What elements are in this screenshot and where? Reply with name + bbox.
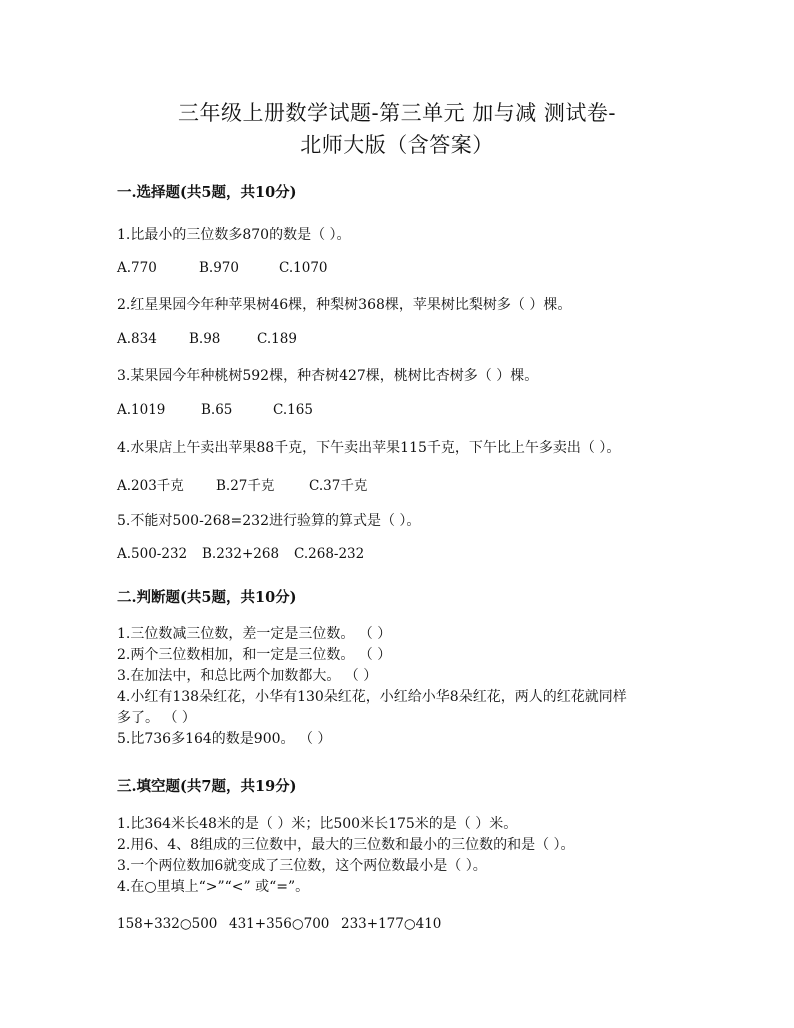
question-3: 3.某果园今年种桃树592棵，种杏树427棵，桃树比杏树多（ ）棵。 [117,368,539,384]
question-5: 5.不能对500-268=232进行验算的算式是（ ）。 [117,513,421,529]
question-1: 1.比最小的三位数多870的数是（ ）。 [117,227,351,243]
option-c: C.165 [273,402,313,418]
options-2 [117,331,297,347]
judgement-item: 4.小红有138朵红花，小华有130朵红花，小红给小华8朵红花，两人的红花就同样 [117,689,627,705]
expression: 158+332○500 [117,916,218,932]
section-heading-judgement: 二.判断题(共5题，共10分) [117,589,297,606]
option-b: B.27千克 [216,478,275,494]
expression: 233+177○410 [341,916,442,932]
option-a: A.834 [117,331,157,347]
fill-blank-item: 4.在○里填上“>”“<” 或“=”。 [117,879,310,895]
option-b: B.98 [189,331,221,347]
options-1 [117,260,328,276]
option-a: A.500-232 [117,546,188,562]
option-b: B.232+268 [202,546,280,562]
option-a: A.1019 [117,402,166,418]
options-4 [117,474,367,494]
section-heading-choice: 一.选择题(共5题，共10分) [117,184,297,201]
question-2: 2.红星果园今年种苹果树46棵，种梨树368棵，苹果树比梨树多（ ）棵。 [117,297,572,313]
expression: 431+356○700 [229,916,330,932]
option-a: A.770 [117,260,157,276]
option-c: C.37千克 [309,478,368,494]
options-5 [117,546,364,562]
fill-blank-list [117,814,575,898]
comparison-expressions [117,916,441,932]
fill-blank-item: 3.一个两位数加6就变成了三位数，这个两位数最小是（ ）。 [117,858,487,874]
option-c: C.268-232 [294,546,365,562]
judgement-list [117,624,627,750]
options-3 [117,402,313,418]
option-a: A.203千克 [117,478,184,494]
option-c: C.189 [257,331,297,347]
section-heading-fill-blank: 三.填空题(共7题，共19分) [117,778,297,795]
fill-blank-item: 2.用6、4、8组成的三位数中，最大的三位数和最小的三位数的和是（ ）。 [117,837,575,853]
judgement-item: 2.两个三位数相加，和一定是三位数。 （ ） [117,647,392,663]
judgement-item: 多了。 （ ） [117,710,196,726]
fill-blank-item: 1.比364米长48米的是（ ）米；比500米长175米的是（ ）米。 [117,816,518,832]
question-4: 4.水果店上午卖出苹果88千克，下午卖出苹果115千克，下午比上午多卖出（ ）。 [117,440,621,456]
judgement-item: 5.比736多164的数是900。 （ ） [117,731,332,747]
title-line-2: 北师大版（含答案） [300,133,494,157]
option-c: C.1070 [279,260,328,276]
title-line-1: 三年级上册数学试题-第三单元 加与减 测试卷- [177,101,617,125]
judgement-item: 1.三位数减三位数，差一定是三位数。 （ ） [117,626,392,642]
judgement-item: 3.在加法中，和总比两个加数都大。 （ ） [117,668,378,684]
option-b: B.65 [201,402,233,418]
option-b: B.970 [199,260,239,276]
